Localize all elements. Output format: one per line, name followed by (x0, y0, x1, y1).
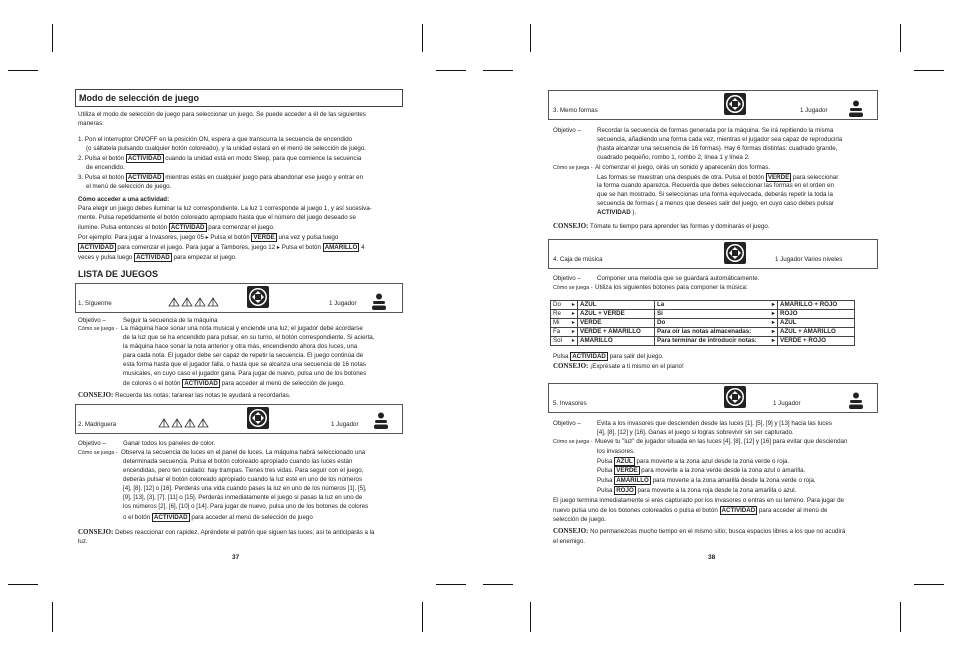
dpad-icon (723, 241, 747, 265)
notes-button-cell (778, 319, 855, 328)
como-text: La máquina hace sonar una nota musical y enciende una luz; el jugador debe acordarse (121, 325, 363, 332)
arrow-right-icon: ▸ (571, 319, 575, 326)
example-text-part: 4 (361, 244, 365, 251)
amarillo-button-label: AMARILLO (324, 244, 358, 251)
move-text-part: para moverte a la zona amarilla desde la zona verde o roja. (652, 477, 816, 484)
dpad-icon (246, 285, 270, 309)
verde-button-label: VERDE (616, 467, 638, 474)
dpad-icon (723, 385, 747, 409)
players-label: 1 Jugador (329, 300, 357, 307)
notes-note-cell-text: Do (553, 301, 561, 308)
consejo-line (553, 527, 845, 536)
access-title: Cómo acceder a una actividad: (78, 196, 170, 203)
notes-button-cell-text: VERDE + ROJO (780, 337, 826, 344)
game-name: 2. Madriguera (78, 421, 117, 428)
objetivo-text: secuencia, añadiendo una forma cada vez, mientras el jugador sea capaz de reproducirla (597, 136, 843, 143)
como-text: que se han mostrado. Si seleccionas una forma equivocada, deberás repetir la toda la (597, 191, 833, 198)
access-text-part: para comenzar el juego. (208, 224, 275, 231)
como-text-part: ). (632, 209, 637, 216)
arrow-right-icon: ▸ (571, 337, 575, 344)
notes-row (551, 337, 855, 346)
actividad-button-label: ACTIVIDAD (127, 174, 162, 181)
actividad-button-label: ACTIVIDAD (80, 244, 114, 251)
access-text (78, 223, 275, 232)
actividad-button-label: ACTIVIDAD (170, 224, 205, 231)
lights-icon (168, 296, 220, 308)
example-text-part: una vez y pulsa luego (278, 234, 339, 241)
arrow-right-icon: ▸ (571, 301, 575, 308)
notes-button-cell (778, 328, 855, 337)
consejo-line (78, 391, 291, 400)
notes-note-cell-text: Mi (553, 319, 560, 326)
como-text: secuencia de formas ( a menos que desees salir del juego, en cuyo caso debes pulsar (597, 200, 834, 207)
step-text: 1. Pon el interruptor ON/OFF en la posición ON, espera a que transcurra la secuencia de encendido (78, 136, 353, 143)
players-label: 1 Jugador (800, 107, 828, 114)
exit-text-part: para salir del juego. (609, 353, 664, 360)
dpad-icon (246, 406, 270, 430)
como-text: para cada nota. El jugador debe ser capaz de repetir la secuencia. El juego continúa de (123, 352, 364, 359)
example-text (78, 233, 338, 242)
end-text: El juego termina inmediatamente si eres capturado por los invasores o entras en su terreno. Para jugar de (553, 497, 844, 504)
objetivo-text: Ganar todos los paneles de color. (123, 440, 216, 447)
crop-mark (483, 70, 513, 71)
move-text-part: Pulsa (597, 467, 613, 474)
step-text: de encendido. (86, 164, 125, 171)
notes-button-cell (578, 328, 655, 337)
intro-line: maneras: (78, 120, 104, 127)
crop-mark (52, 602, 53, 632)
access-text: Para elegir un juego debes iluminar la luz correspondiente. La luz 1 corresponde al juego 1, y así sucesiva- (78, 205, 372, 212)
como-label: Cómo se juega - (553, 165, 593, 171)
crop-mark (914, 584, 944, 585)
como-label: Cómo se juega - (78, 450, 118, 456)
example-text (78, 243, 365, 252)
step-text: (o sáltatela pulsando cualquier botón coloreado), y la unidad estará en el menú de selección de juego. (86, 145, 366, 152)
notes-button-cell-text: AZUL (780, 319, 797, 326)
end-text (553, 506, 827, 515)
notes-row (551, 310, 855, 319)
notes-note-cell (655, 328, 778, 337)
game-header-box (548, 90, 878, 120)
como-text: [4], [8], [12] o [16]. Perderás una vida cuando pases la luz en uno de los números [1], [5], (123, 485, 367, 492)
notes-note-cell (551, 337, 578, 346)
consejo-label: CONSEJO: (78, 391, 114, 399)
como-text: la máquina hace sonar la nota anterior y otra más, encendiendo ahora dos luces, una (123, 343, 358, 350)
notes-note-cell-text: Sol (553, 337, 562, 344)
game-name: 4. Caja de música (553, 256, 603, 263)
end-text: selección de juego. (553, 516, 606, 523)
como-label: Cómo se juega - (553, 439, 593, 445)
notes-row (551, 301, 855, 310)
notes-note-cell-text: Fa (553, 328, 561, 335)
notes-note-cell-text: Para terminar de introducir notas: (657, 337, 757, 344)
exit-text-part: Pulsa (553, 353, 569, 360)
player-icon (372, 293, 386, 311)
end-text-part: para acceder al menú de (758, 507, 828, 514)
como-text: de la luz que se ha encendido para pulsar, en su turno, el botón correspondiente. Si acierta, (123, 334, 375, 341)
notes-note-cell-text: Re (553, 310, 561, 317)
notes-note-cell-text: Si (657, 310, 663, 317)
como-text (123, 379, 345, 388)
como-text: los números [2], [6], [10] o [14]. Para jugar de nuevo, pulsa uno de los botones de colores (123, 503, 369, 510)
arrow-right-icon: ▸ (571, 328, 575, 335)
notes-note-cell (655, 337, 778, 346)
como-text-part: para acceder al menú de selección de juego. (221, 380, 345, 387)
notes-button-cell-text: VERDE + AMARILLO (580, 328, 641, 335)
objetivo-label: Objetivo – (78, 440, 106, 447)
game-header-box (75, 283, 403, 313)
move-line (597, 457, 789, 466)
notes-row (551, 319, 855, 328)
notes-button-cell (578, 301, 655, 310)
notes-button-cell (578, 319, 655, 328)
objetivo-text: Evita a los invasores que descienden desde las luces [1], [5], [9] y [13] hacia las luces (597, 420, 832, 427)
como-text-part: para seleccionar (792, 174, 839, 181)
actividad-button-label: ACTIVIDAD (184, 380, 218, 387)
crop-mark (422, 602, 423, 632)
como-text (597, 209, 636, 217)
como-text: [9], [13], [3], [7], [11] o [15]. Perderás inmediatamente el juego si pasas la luz en uno de (123, 494, 363, 501)
consejo-label: CONSEJO: (553, 527, 589, 535)
como-text: Utiliza los siguientes botones para componer la música: (595, 284, 748, 291)
objetivo-text: Componer una melodía que se guardará automáticamente. (597, 275, 760, 282)
move-text-part: Pulsa (597, 458, 613, 465)
crop-mark (52, 24, 53, 52)
objetivo-label: Objetivo – (553, 420, 581, 427)
step-text: el menú de selección de juego. (86, 183, 172, 190)
arrow-right-icon: ▸ (771, 337, 775, 344)
crop-mark (530, 24, 531, 52)
consejo-label: CONSEJO: (553, 222, 589, 230)
como-text-part: o el botón (123, 514, 151, 521)
notes-button-cell-text: AMARILLO (580, 337, 613, 344)
move-text-part: Pulsa (597, 477, 613, 484)
como-text: la forma cuando aparezca. Recuerda que debes seleccionar las formas en el orden en (597, 182, 834, 189)
step-text-part: 3. Pulsa el botón (78, 174, 125, 181)
verde-button-label: VERDE (253, 234, 275, 241)
game-header-box (75, 404, 403, 434)
notes-note-cell (551, 310, 578, 319)
como-text-part: para acceder al menú de selección de juego (191, 514, 313, 521)
notes-button-cell (778, 310, 855, 319)
dpad-icon (723, 92, 747, 116)
move-line (597, 466, 805, 475)
crop-mark (436, 70, 466, 71)
arrow-right-icon: ▸ (571, 310, 575, 317)
list-title: LISTA DE JUEGOS (78, 269, 159, 279)
consejo-text: No permanezcas mucho tiempo en el mismo sitio; busca espacios libres a los que no acudirá (590, 528, 846, 535)
como-label: Cómo se juega - (553, 285, 593, 291)
notes-note-cell (655, 301, 778, 310)
notes-button-cell (578, 310, 655, 319)
arrow-right-icon: ▸ (771, 310, 775, 317)
notes-button-cell-text: VERDE (580, 319, 602, 326)
step-text-part: cuando la unidad está en modo Sleep, para que comience la secuencia (165, 155, 362, 162)
access-text-part: ilumine. Pulsa entonces el botón (78, 224, 168, 231)
notes-button-cell (778, 301, 855, 310)
exit-line (553, 352, 664, 361)
game-name: 1. Síguerme (78, 300, 112, 307)
consejo-label: CONSEJO: (78, 528, 114, 536)
example-text (78, 253, 237, 262)
notes-note-cell-text: La (657, 301, 665, 308)
step-text-part: 2. Pulsa el botón (78, 155, 125, 162)
notes-table (550, 300, 855, 346)
consejo-text: luz. (78, 538, 88, 545)
notes-note-cell-text: Do (657, 319, 666, 326)
como-text (597, 173, 838, 182)
como-text: Al comenzar el juego, oirás un sonido y aparecerán dos formas. (595, 164, 771, 171)
consejo-text: Recuerda las notas; tararear las notas te ayudará a recordarlas. (115, 392, 291, 399)
game-header-box (548, 383, 878, 413)
notes-note-cell (551, 328, 578, 337)
notes-button-cell-text: ROJO (780, 310, 798, 317)
crop-mark (436, 584, 466, 585)
notes-row (551, 328, 855, 337)
consejo-line (78, 528, 375, 537)
section-title: Modo de selección de juego (79, 93, 200, 103)
azul-button-label: AZUL (616, 458, 633, 465)
player-icon (849, 392, 863, 410)
actividad-button-label: ACTIVIDAD (572, 353, 606, 360)
consejo-line (553, 222, 770, 231)
como-text (123, 513, 313, 522)
move-text-part: para moverte a la zona roja desde la zona amarilla o azul. (637, 487, 797, 494)
notes-button-cell-text: AZUL (580, 301, 597, 308)
consejo-text: ¡Exprésate a ti mismo en el piano! (590, 363, 684, 370)
crop-mark (483, 584, 513, 585)
amarillo-button-label: AMARILLO (616, 477, 649, 484)
crop-mark (900, 24, 901, 52)
end-text-part: nuevo pulsa uno de los botones coloreados o pulsa el botón (553, 507, 718, 514)
como-text: musicales, en cuyo caso el jugador gana. Para jugar de nuevo, pulsa uno de los botones (123, 370, 367, 377)
objetivo-text: [4], [8], [12] y [16]. Ganas el juego si logras sobrevivir sin ser capturado. (597, 429, 794, 436)
page-number: 37 (232, 554, 240, 561)
como-text: deberás pulsar el botón coloreado apropiado cuando la luz esté en uno de los números (123, 476, 363, 483)
como-text: los invasores. (597, 448, 635, 455)
como-text: Observa la secuencia de luces en el panel de luces. La máquina habrá seleccionado una (121, 449, 366, 456)
consejo-text: Tómate tu tiempo para aprender las formas y dominarás el juego. (590, 223, 770, 230)
move-text-part: para moverte a la zona verde desde la zona azul o amarilla. (641, 467, 806, 474)
step-text (78, 154, 361, 163)
notes-button-cell (578, 337, 655, 346)
actividad-button-label: ACTIVIDAD (721, 507, 756, 514)
crop-mark (914, 70, 944, 71)
como-text-part: de colores o el botón (123, 380, 181, 387)
objetivo-text: Recordar la secuencia de formas generada por la máquina. Se irá repitiendo la misma (597, 127, 834, 134)
verde-button-label: VERDE (767, 174, 790, 181)
como-text: Mueve tu "luz" de jugador situada en las luces [4], [8], [12] y [16] para evitar que desciendan (595, 438, 848, 445)
game-name: 3. Memo formas (553, 107, 598, 114)
como-text: esta forma hasta que el jugador falla, o hasta que se alcanza una secuencia de 16 notas (123, 361, 366, 368)
crop-mark (530, 602, 531, 632)
arrow-right-icon: ▸ (771, 328, 775, 335)
lights-icon (158, 417, 210, 429)
move-line (597, 486, 796, 495)
access-text: mente. Pulsa repetidamente el botón coloreado apropiado hasta que el número del juego deseado se (78, 214, 356, 221)
objetivo-label: Objetivo – (553, 275, 581, 282)
example-text-part: Por ejemplo: Para jugar a Invasores, juego 05 ▸ Pulsa el botón (78, 234, 250, 241)
como-label: Cómo se juega - (78, 326, 118, 332)
player-icon (849, 100, 863, 118)
notes-button-cell-text: AZUL + AMARILLO (780, 328, 836, 335)
objetivo-text: Seguir la secuencia de la máquina (123, 317, 218, 324)
consejo-text: Debes reaccionar con rapidez. Apréndete el patrón que siguen las luces; así te anticiparás a la (115, 529, 375, 536)
notes-note-cell (551, 319, 578, 328)
crop-mark (422, 24, 423, 52)
example-text-part: veces y pulsa luego (78, 254, 133, 261)
move-line (597, 476, 816, 485)
notes-note-cell (551, 301, 578, 310)
player-icon (374, 412, 388, 430)
intro-line: Utiliza el modo de selección de juego para seleccionar un juego. Se puede acceder a él de las siguientes (78, 111, 366, 118)
move-text-part: Pulsa (597, 487, 613, 494)
crop-mark (8, 70, 38, 71)
notes-note-cell (655, 310, 778, 319)
como-text: determinada secuencia. Pulsa el botón coloreado apropiado cuando las luces están (123, 458, 353, 465)
move-text-part: para moverte a la zona azul desde la zona verde o roja. (636, 458, 790, 465)
crop-mark (8, 584, 38, 585)
players-label: 1 Jugador Varios niveles (775, 256, 843, 263)
step-text-part: mientras estás en cualquier juego para abandonar ese juego y entrar en (165, 174, 364, 181)
notes-note-cell (655, 319, 778, 328)
objetivo-text: (hasta alcanzar una secuencia de 16 formas). Hay 6 formas distintas: cuadrado grande, (597, 145, 838, 152)
rojo-button-label: ROJO (616, 487, 634, 494)
arrow-right-icon: ▸ (771, 301, 775, 308)
consejo-line (553, 362, 684, 371)
actividad-button-label: ACTIVIDAD (136, 254, 170, 261)
objetivo-label: Objetivo – (78, 317, 106, 324)
notes-button-cell-text: AMARILLO + ROJO (780, 301, 838, 308)
example-text-part: para empezar el juego. (173, 254, 237, 261)
consejo-label: CONSEJO: (553, 362, 589, 370)
actividad-button-label: ACTIVIDAD (597, 209, 631, 216)
consejo-text: el enemigo. (553, 538, 585, 545)
notes-button-cell (778, 337, 855, 346)
players-label: 1 Jugador (773, 400, 801, 407)
game-name: 5. Invasores (553, 400, 587, 407)
notes-button-cell-text: AZUL + VERDE (580, 310, 625, 317)
crop-mark (900, 602, 901, 632)
example-text-part: para comenzar el juego. Para jugar a Tambores, juego 12 ▸ Pulsa el botón (117, 244, 321, 251)
objetivo-label: Objetivo – (553, 127, 581, 134)
arrow-right-icon: ▸ (771, 319, 775, 326)
notes-note-cell-text: Para oír las notas almacenadas: (657, 328, 752, 335)
players-label: 1 Jugador (331, 421, 359, 428)
actividad-button-label: ACTIVIDAD (127, 155, 162, 162)
step-text (78, 173, 363, 182)
objetivo-text: cuadrado pequeño, rombo 1, rombo 2, línea 1 y línea 2. (597, 154, 750, 161)
como-text: encendidas, pero ten cuidado: hay trampas. Tienes tres vidas. Para seguir con el juego, (123, 467, 364, 474)
como-text-part: Las formas se muestran una después de otra. Pulsa el botón (597, 174, 765, 181)
page-number: 38 (708, 554, 716, 561)
game-header-box (548, 239, 878, 269)
actividad-button-label: ACTIVIDAD (153, 514, 188, 521)
